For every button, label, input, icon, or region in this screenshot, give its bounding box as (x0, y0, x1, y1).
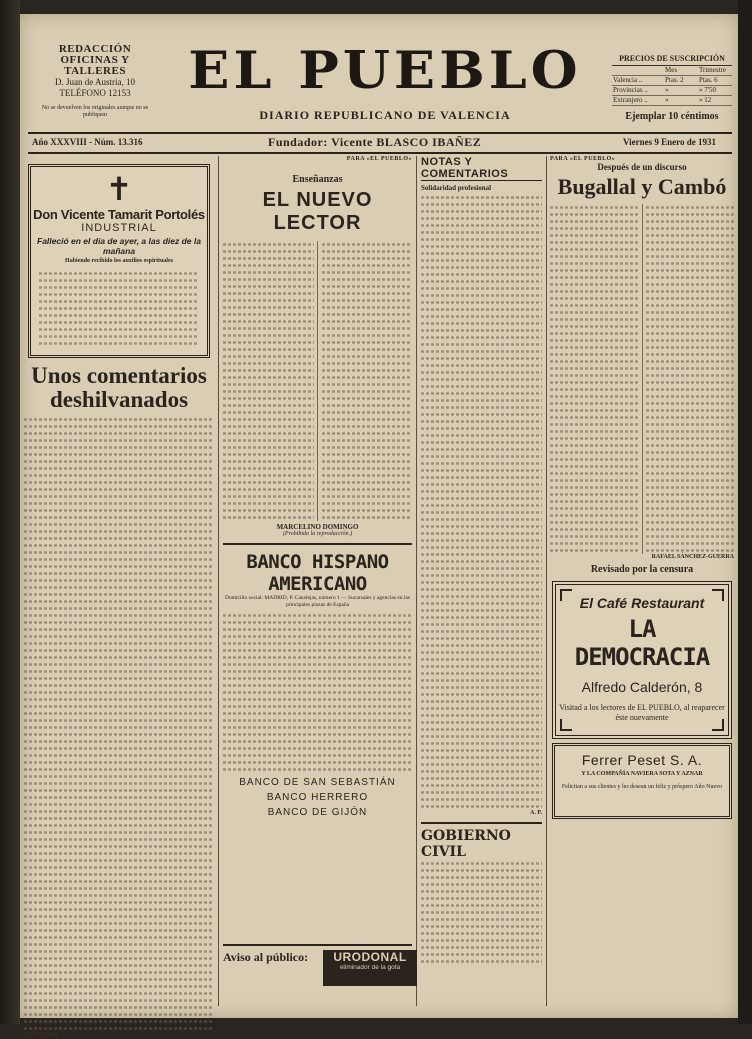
bank-name: BANCO DE GIJÓN (267, 807, 368, 818)
corner-ornament-icon (712, 719, 724, 731)
notas-subheading: Solidaridad profesional (421, 184, 492, 192)
price-cell: » (664, 86, 698, 96)
bank-ad-sub: Domicilio social: MADRID, P. Canalejas, número 1 — Sucursales y agencias en las principales plazas de España (225, 595, 410, 608)
column-rule (546, 156, 547, 1006)
cafe-name: LA DEMOCRACIA (574, 615, 710, 671)
article-body (24, 416, 214, 1039)
urodonal-sub: eliminador de la gota (339, 964, 401, 971)
ferrer-greeting: Felicitan a sus clientes y les desean un feliz y próspero Año Nuevo (561, 784, 723, 790)
price-cell: Extranjero .. (612, 96, 664, 106)
corner-ornament-icon (560, 589, 572, 601)
obituary-death: Falleció en el día de ayer, a las diez de la mañana (37, 236, 201, 256)
cafe-restaurant-ad (552, 581, 732, 739)
prices-table (612, 65, 732, 106)
prices-header: PRECIOS DE SUSCRIPCIÓN (619, 54, 725, 63)
cafe-label: El Café Restaurant (579, 595, 705, 611)
price-cell: Ptas. 6 (698, 76, 732, 86)
obituary-notice (28, 164, 210, 358)
newspaper-title: EL PUEBLO (188, 39, 582, 101)
obituary-body (39, 270, 199, 347)
public-notice: Aviso al público: (223, 950, 309, 964)
masthead-line-2: OFICINAS Y TALLERES (60, 54, 130, 77)
article-signoff: EL PUEBLO (24, 1032, 58, 1038)
column-bugallal (550, 156, 734, 1008)
article-body (223, 241, 412, 521)
column-rule (416, 156, 417, 1006)
bank-ad-title: BANCO HISPANO AMERICANO (223, 543, 412, 595)
cafe-address: Alfredo Calderón, 8 (581, 679, 703, 695)
column-nuevo-lector (223, 156, 412, 1008)
masthead-contact (30, 44, 160, 119)
article-kicker: PARA «EL PUEBLO» (346, 156, 412, 162)
column-rule (218, 156, 219, 1006)
article-headline: EL NUEVO LECTOR (262, 189, 373, 234)
censorship-note: Revisado por la censura (590, 564, 694, 575)
newspaper-page (20, 14, 738, 1038)
price-cell (612, 66, 664, 76)
ferrer-company: Y LA COMPAÑÍA NAVIERA SOTA Y AZNAR (581, 771, 703, 777)
bank-name: BANCO DE SAN SEBASTIÁN (239, 777, 396, 788)
ferrer-name: Ferrer Peset S. A. (581, 752, 703, 768)
cafe-message: Visitad a los lectores de EL PUEBLO, al reaparecer éste nuevamente (559, 703, 725, 722)
signature-note: (Prohibida la reproducción.) (282, 531, 353, 537)
price-cell: Trimestre (698, 66, 732, 76)
issue-number: Año XXXVIII - Núm. 13.316 (32, 137, 143, 147)
masthead-line-1: REDACCIÓN (58, 43, 132, 55)
obituary-role: INDUSTRIAL (81, 222, 157, 234)
price-cell: Ptas. 2 (664, 76, 698, 86)
price-cell: Provincias .. (612, 86, 664, 96)
article-kicker: PARA «EL PUEBLO» (550, 156, 616, 162)
article-section: Enseñanzas (292, 174, 343, 185)
book-spine (0, 0, 20, 1024)
ferrer-peset-ad (552, 743, 732, 819)
newspaper-subtitle: DIARIO REPUBLICANO DE VALENCIA (259, 108, 511, 122)
bank-ad-body (223, 612, 412, 773)
column-obituary (24, 156, 214, 1038)
column-notas (421, 156, 542, 1008)
gobierno-body (421, 860, 542, 965)
subscription-prices (612, 54, 732, 121)
masthead-line-4: TELÉFONO 12153 (59, 88, 131, 98)
price-cell: » 12 (698, 96, 732, 106)
bottom-ads (223, 944, 412, 1008)
article-pretitle: Después de un discurso (597, 162, 687, 172)
urodonal-ad (323, 950, 417, 986)
article-headline: Unos comentarios deshilvanados (31, 363, 207, 412)
article-body (550, 204, 734, 554)
masthead-note: No se devuelven los originales aunque no se publiquen (41, 105, 149, 118)
masthead-line-3: D. Juan de Austria, 10 (55, 77, 135, 87)
bank-name: BANCO HERRERO (266, 792, 369, 803)
corner-ornament-icon (712, 589, 724, 601)
notas-heading: NOTAS Y COMENTARIOS (421, 156, 542, 181)
urodonal-title: URODONAL (333, 950, 407, 964)
notas-signature: A. P. (530, 810, 542, 816)
price-cell: » (664, 96, 698, 106)
page-edge (738, 0, 752, 1024)
issue-date: Viernes 9 Enero de 1931 (623, 137, 716, 147)
article-headline: Bugallal y Cambó (557, 174, 727, 199)
price-cell: Valencia .. (612, 76, 664, 86)
gobierno-civil-heading: GOBIERNO CIVIL (421, 822, 542, 860)
issue-info-bar (28, 132, 732, 154)
obituary-note: Habiendo recibido los auxilios espirituales (65, 258, 173, 264)
founder-line: Fundador: Vicente BLASCO IBAÑEZ (268, 135, 482, 149)
obituary-name: Don Vicente Tamarit Portolés (33, 207, 205, 222)
issue-price: Ejemplar 10 céntimos (625, 111, 719, 122)
article-signature: RAFAEL SÁNCHEZ-GUERRA (651, 554, 734, 560)
cross-icon: ✝ (105, 171, 133, 207)
notas-body (421, 194, 542, 810)
price-cell: Mes (664, 66, 698, 76)
corner-ornament-icon (560, 719, 572, 731)
price-cell: » 7'50 (698, 86, 732, 96)
article-signature: MARCELINO DOMINGO (276, 523, 359, 531)
